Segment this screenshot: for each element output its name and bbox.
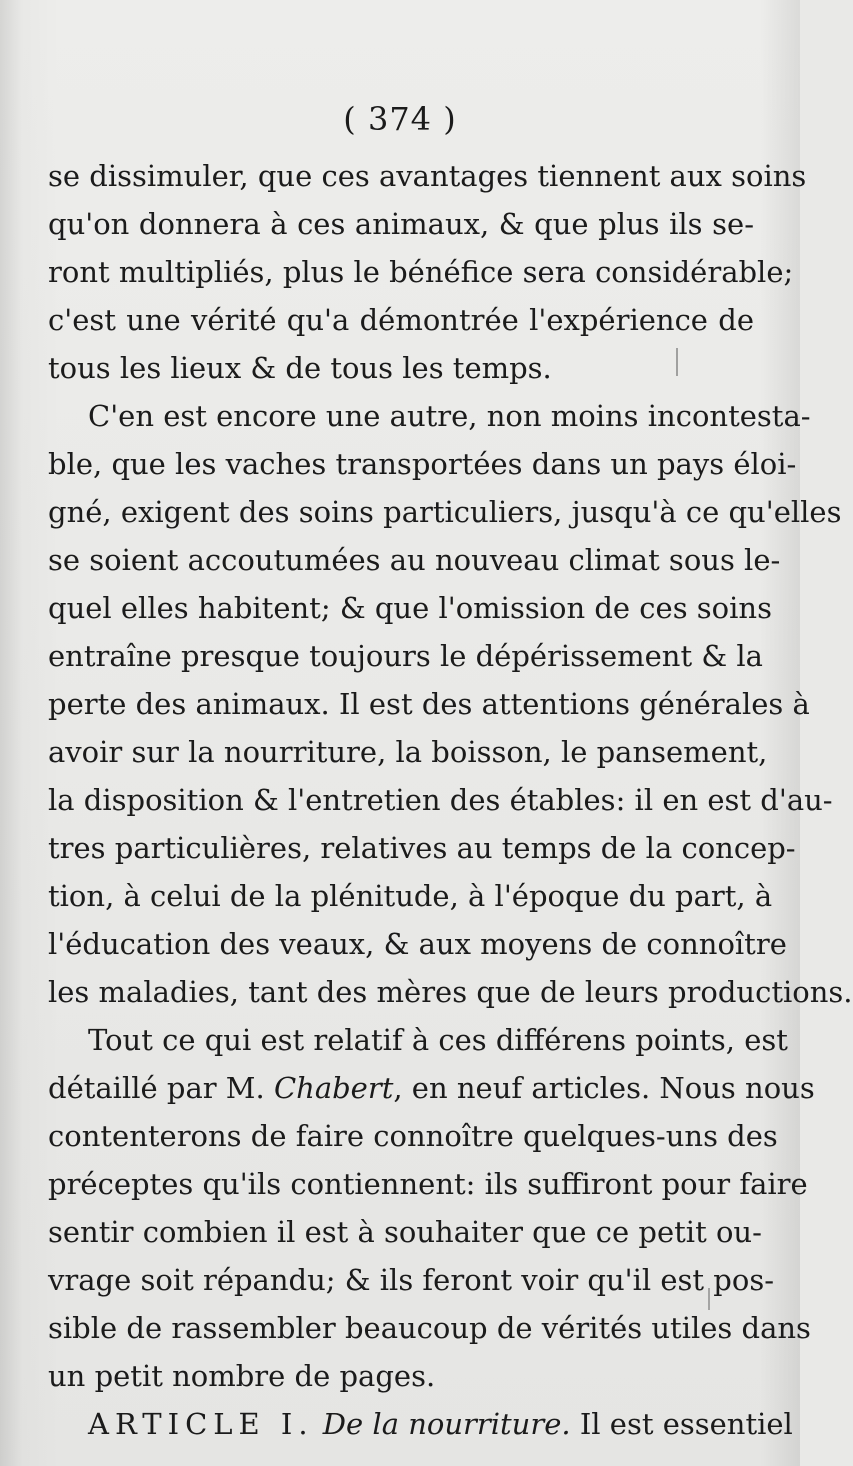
article-title: De la nourriture. [322, 1407, 571, 1441]
text-line: sible de rassembler beaucoup de vérités utiles dans [48, 1311, 811, 1345]
text-line-content: détaillé par M. [48, 1071, 274, 1105]
text-line: ble, que les vaches transportées dans un pays éloi- [48, 447, 797, 481]
text-line-content: , en neuf articles. Nous nous [393, 1071, 815, 1105]
text-line: contenterons de faire connoître quelques-uns des [48, 1119, 778, 1153]
article-label: ARTICLE I. [88, 1407, 314, 1441]
text-line [48, 1064, 815, 1112]
text-line: Tout ce qui est relatif à ces différens points, est [88, 1023, 788, 1057]
text-line: tion, à celui de la plénitude, à l'époque du part, à [48, 879, 773, 913]
text-line: C'en est encore une autre, non moins incontesta- [88, 399, 811, 433]
author-name: Chabert [273, 1071, 394, 1105]
text-line: perte des animaux. Il est des attentions générales à [48, 687, 810, 721]
text-line: un petit nombre de pages. [48, 1359, 436, 1393]
page-text [48, 152, 853, 1448]
scan-mark [676, 348, 678, 376]
text-line: gné, exigent des soins particuliers, jusqu'à ce qu'elles [48, 495, 842, 529]
text-line: sentir combien il est à souhaiter que ce petit ou- [48, 1215, 762, 1249]
article-heading [48, 1400, 793, 1448]
text-line: préceptes qu'ils contiennent: ils suffiront pour faire [48, 1167, 808, 1201]
text-line: avoir sur la nourriture, la boisson, le pansement, [48, 735, 768, 769]
text-line: tres particulières, relatives au temps de la concep- [48, 831, 796, 865]
page-number: ( 374 ) [343, 100, 457, 138]
text-line: se soient accoutumées au nouveau climat sous le- [48, 543, 781, 577]
text-line: c'est une vérité qu'a démontrée l'expérience de [48, 303, 754, 337]
text-line: entraîne presque toujours le dépérissement & la [48, 639, 763, 673]
text-line: tous les lieux & de tous les temps. [48, 351, 552, 385]
text-line: l'éducation des veaux, & aux moyens de connoître [48, 927, 787, 961]
text-line: vrage soit répandu; & ils feront voir qu'il est pos- [48, 1263, 775, 1297]
text-line: la disposition & l'entretien des étables: il en est d'au- [48, 783, 833, 817]
article-text: Il est essentiel [579, 1407, 793, 1441]
text-line: se dissimuler, que ces avantages tiennent aux soins [48, 159, 807, 193]
text-line: qu'on donnera à ces animaux, & que plus ils se- [48, 207, 754, 241]
text-line: ront multipliés, plus le bénéfice sera considérable; [48, 255, 794, 289]
scan-mark [708, 1288, 710, 1310]
text-line: les maladies, tant des mères que de leurs productions. [48, 975, 853, 1009]
text-line: quel elles habitent; & que l'omission de ces soins [48, 591, 772, 625]
